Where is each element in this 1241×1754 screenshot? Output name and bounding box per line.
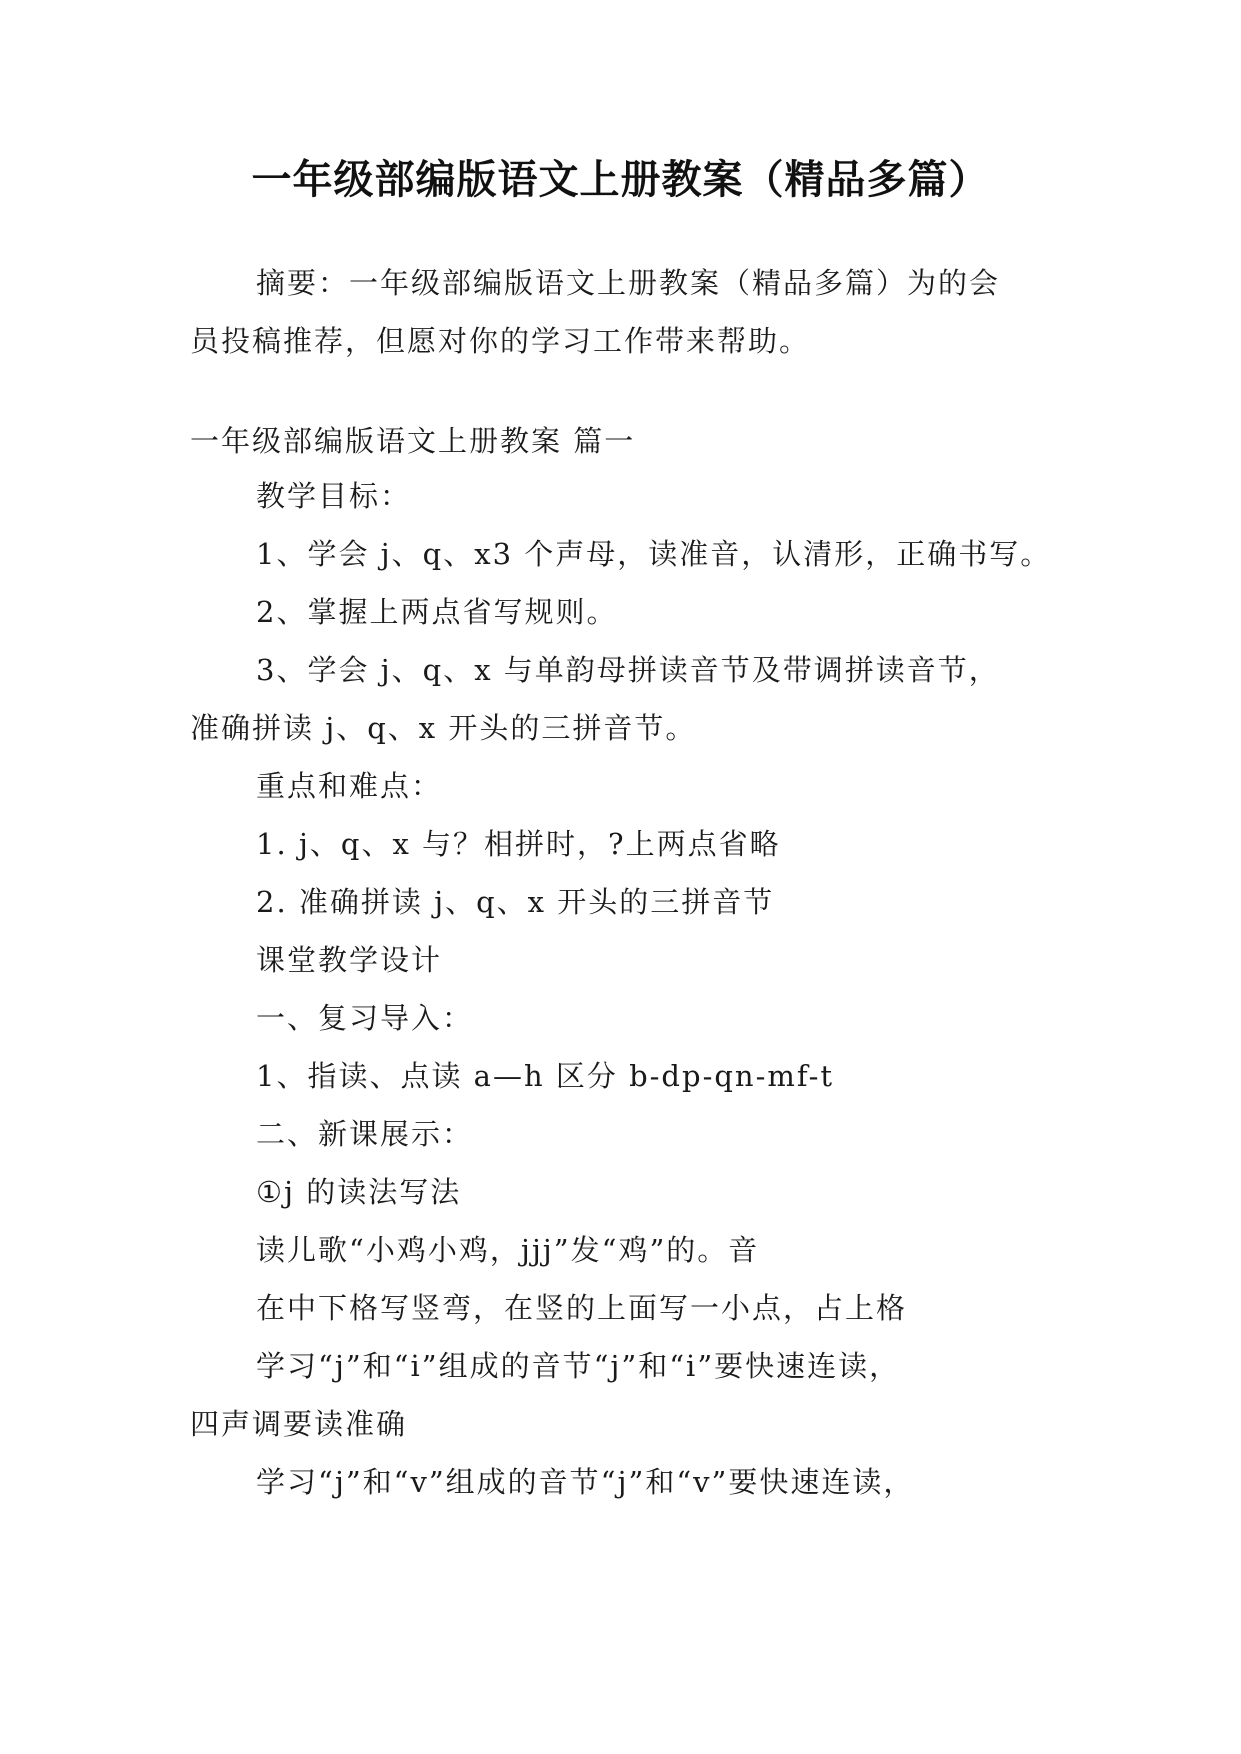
- document-title: 一年级部编版语文上册教案（精品多篇）: [251, 157, 990, 203]
- section-heading: 一年级部编版语文上册教案 篇一: [190, 424, 636, 458]
- paragraph-line: 2. 准确拼读 j、q、x 开头的三拼音节: [256, 885, 775, 919]
- paragraph-line: 课堂教学设计: [256, 943, 443, 977]
- paragraph-line: 重点和难点：: [256, 769, 443, 803]
- paragraph-line: 四声调要读准确: [190, 1407, 408, 1441]
- paragraph-line: 二、新课展示：: [256, 1117, 474, 1151]
- paragraph-line: 准确拼读 j、q、x 开头的三拼音节。: [190, 711, 697, 745]
- paragraph-line: 学习“j”和“v”组成的音节“j”和“v”要快速连读，: [256, 1465, 915, 1499]
- paragraph-line: 1、指读、点读 a—h 区分 b-dp-qn-mf-t: [256, 1059, 835, 1093]
- paragraph-line: 学习“j”和“i”组成的音节“j”和“i”要快速连读，: [256, 1349, 901, 1383]
- paragraph-line: 在中下格写竖弯，在竖的上面写一小点，占上格: [256, 1291, 908, 1325]
- paragraph-line: 1. j、q、x 与？相拼时，?上两点省略: [256, 827, 781, 861]
- paragraph-line: 教学目标：: [256, 479, 412, 513]
- paragraph-line: 3、学会 j、q、x 与单韵母拼读音节及带调拼读音节，: [256, 653, 1000, 687]
- abstract-line-2: 员投稿推荐，但愿对你的学习工作带来帮助。: [190, 324, 811, 358]
- paragraph-line: 2、掌握上两点省写规则。: [256, 595, 618, 629]
- paragraph-line: 一、复习导入：: [256, 1001, 474, 1035]
- paragraph-line: 1、学会 j、q、x3 个声母，读准音，认清形，正确书写。: [256, 537, 1052, 571]
- paragraph-line: 读儿歌“小鸡小鸡，jjj”发“鸡”的。音: [256, 1233, 760, 1267]
- paragraph-line: ①j 的读法写法: [256, 1175, 462, 1209]
- abstract-line-1: 摘要：一年级部编版语文上册教案（精品多篇）为的会: [256, 266, 1001, 300]
